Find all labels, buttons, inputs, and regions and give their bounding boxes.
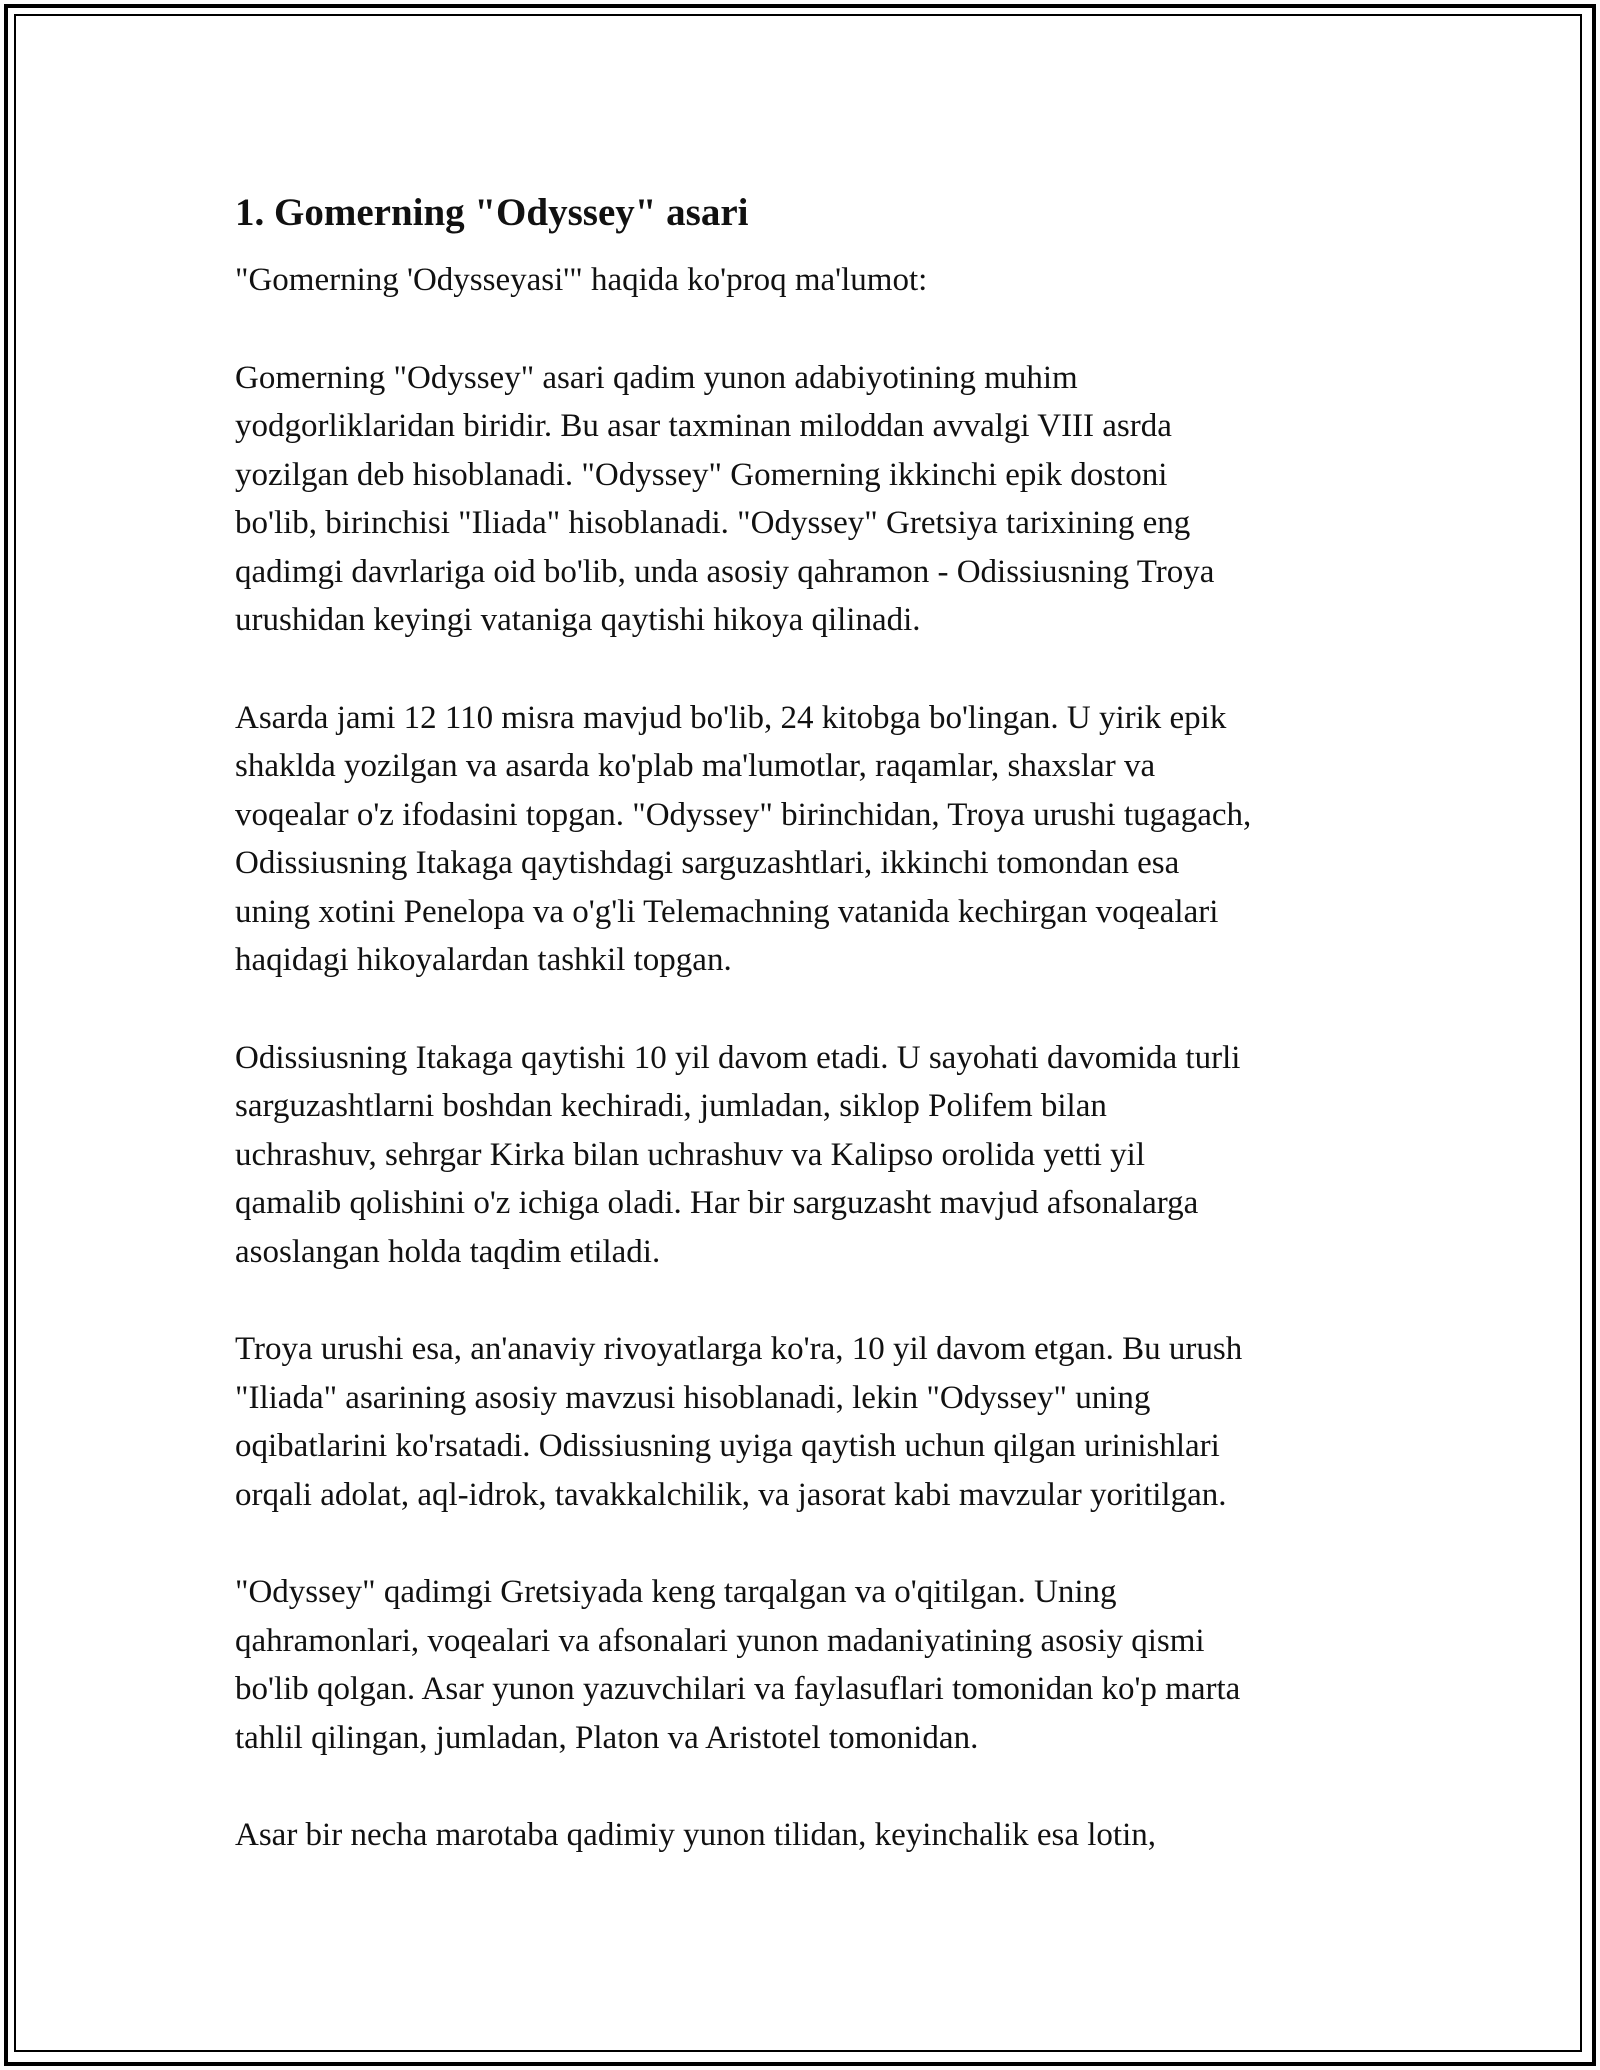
paragraph-line: uning xotini Penelopa va o'g'li Telemachning vatanida kechirgan voqealari	[235, 893, 1219, 930]
paragraph	[235, 1811, 1395, 1860]
paragraph-line: bo'lib qolgan. Asar yunon yazuvchilari va faylasuflari tomonidan ko'p marta	[235, 1671, 1241, 1707]
paragraph-line: qadimgi davrlariga oid bo'lib, unda asosiy qahramon - Odissiusning Troya	[235, 553, 1215, 590]
paragraph-line: "Iliada" asarining asosiy mavzusi hisoblanadi, lekin "Odyssey" uning	[235, 1379, 1151, 1416]
paragraph	[235, 1568, 1395, 1762]
paragraph-line: yozilgan deb hisoblanadi. "Odyssey" Gomerning ikkinchi epik dostoni	[235, 456, 1168, 493]
paragraph	[235, 694, 1395, 985]
paragraph-line: Odissiusning Itakaga qaytishi 10 yil davom etadi. U sayohati davomida turli	[235, 1039, 1241, 1076]
paragraph-line: urushidan keyingi vataniga qaytishi hikoya qilinadi.	[235, 602, 921, 638]
paragraph-line: sarguzashtlarni boshdan kechiradi, jumladan, siklop Polifem bilan	[235, 1088, 1107, 1124]
paragraph-line: orqali adolat, aql-idrok, tavakkalchilik, va jasorat kabi mavzular yoritilgan.	[235, 1476, 1227, 1513]
paragraph-line: "Gomerning 'Odysseyasi'" haqida ko'proq ma'lumot:	[235, 262, 928, 298]
paragraph-list	[235, 256, 1395, 1860]
paragraph	[235, 1034, 1395, 1277]
paragraph-line: uchrashuv, sehrgar Kirka bilan uchrashuv va Kalipso orolida yetti yil	[235, 1136, 1146, 1173]
paragraph-line: Asarda jami 12 110 misra mavjud bo'lib, 24 kitobga bo'lingan. U yirik epik	[235, 699, 1227, 736]
paragraph	[235, 1325, 1395, 1519]
paragraph-line: qahramonlari, voqealari va afsonalari yunon madaniyatining asosiy qismi	[235, 1622, 1205, 1659]
paragraph-line: qamalib qolishini o'z ichiga oladi. Har bir sarguzasht mavjud afsonalarga	[235, 1185, 1199, 1221]
paragraph-line: asoslangan holda taqdim etiladi.	[235, 1233, 661, 1270]
paragraph-line: shaklda yozilgan va asarda ko'plab ma'lumotlar, raqamlar, shaxslar va	[235, 748, 1156, 784]
paragraph-line: Gomerning "Odyssey" asari qadim yunon adabiyotining muhim	[235, 359, 1078, 396]
paragraph	[235, 256, 1395, 305]
paragraph	[235, 354, 1395, 645]
paragraph-line: haqidagi hikoyalardan tashkil topgan.	[235, 942, 732, 978]
document-title: 1. Gomerning "Odyssey" asari	[235, 191, 749, 234]
paragraph-line: bo'lib, birinchisi "Iliada" hisoblanadi. "Odyssey" Gretsiya tarixining eng	[235, 505, 1191, 541]
paragraph-line: Odissiusning Itakaga qaytishdagi sarguzashtlari, ikkinchi tomondan esa	[235, 845, 1180, 881]
paragraph-line: tahlil qilingan, jumladan, Platon va Aristotel tomonidan.	[235, 1719, 979, 1756]
paragraph-line: "Odyssey" qadimgi Gretsiyada keng tarqalgan va o'qitilgan. Uning	[235, 1574, 1117, 1610]
paragraph-line: voqealar o'z ifodasini topgan. "Odyssey" birinchidan, Troya urushi tugagach,	[235, 796, 1252, 833]
paragraph-line: oqibatlarini ko'rsatadi. Odissiusning uyiga qaytish uchun qilgan urinishlari	[235, 1428, 1220, 1464]
paragraph-line: yodgorliklaridan biridir. Bu asar taxminan miloddan avvalgi VIII asrda	[235, 408, 1172, 444]
paragraph-line: Troya urushi esa, an'anaviy rivoyatlarga ko'ra, 10 yil davom etgan. Bu urush	[235, 1331, 1243, 1367]
paragraph-line: Asar bir necha marotaba qadimiy yunon tilidan, keyinchalik esa lotin,	[235, 1817, 1156, 1853]
document-body	[235, 186, 1395, 1909]
